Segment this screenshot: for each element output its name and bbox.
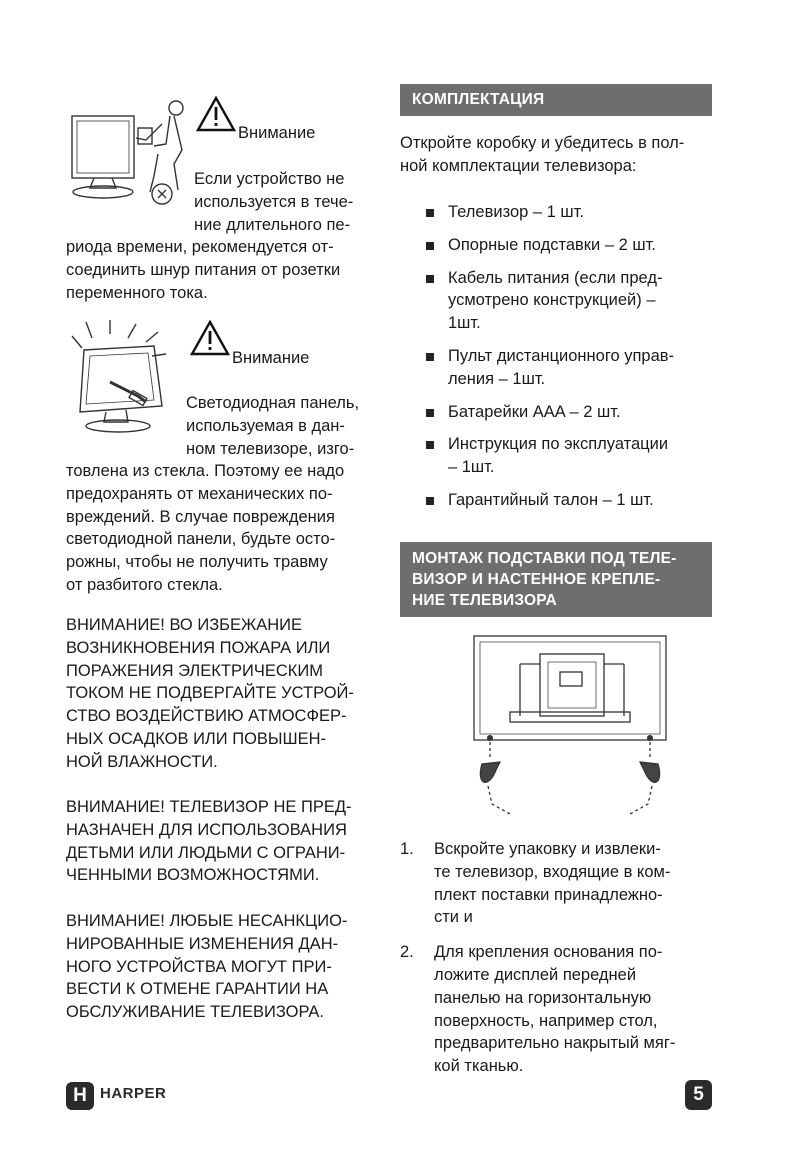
text-line: ЧЕННЫМИ ВОЗМОЖНОСТЯМИ. [66,866,320,885]
section-header-text: НИЕ ТЕЛЕВИЗОРА [412,592,557,609]
page-number: 5 [685,1080,712,1110]
warning2-narrow-text [186,392,378,460]
text-line: НОГО УСТРОЙСТВА МОГУТ ПРИ- [66,957,332,976]
text-line: НОЙ ВЛАЖНОСТИ. [66,752,218,771]
warning1-full-text [66,236,378,304]
modification-warning [66,910,378,1024]
contents-intro [400,132,712,178]
text-line: ВНИМАНИЕ! ЛЮБЫЕ НЕСАНКЦИО- [66,912,348,930]
tv-unplug-illustration [66,94,194,214]
warning-triangle-icon [190,320,230,356]
text-line: НИРОВАННЫЕ ИЗМЕНЕНИЯ ДАН- [66,934,339,953]
mounting-steps [400,838,712,1078]
bullet-square-icon [426,209,434,217]
text-line: рожны, чтобы не получить травму [66,553,328,572]
text-line: СТВО ВОЗДЕЙСТВИЮ АТМОСФЕР- [66,707,347,726]
fire-shock-warning [66,614,378,774]
warning1-narrow-text [194,168,378,236]
text-line: светодиодной панели, будьте осто- [66,530,336,549]
bullet-square-icon [426,353,434,361]
text-line: ВОЗНИКНОВЕНИЯ ПОЖАРА ИЛИ [66,638,331,657]
text-line: ВНИМАНИЕ! ВО ИЗБЕЖАНИЕ [66,616,303,634]
text-line: ние длительного пе- [194,215,351,234]
contents-list [426,201,712,512]
step-number: 2. [400,943,414,962]
section-header-contents [400,84,712,116]
text-line: ТОКОМ НЕ ПОДВЕРГАЙТЕ УСТРОЙ- [66,684,354,703]
list-item: Кабель питания (если пред- усмотрено конструкцией) – 1шт. [426,267,712,335]
tv-impact-illustration [66,318,182,434]
text-line: НАЗНАЧЕН ДЛЯ ИСПОЛЬЗОВАНИЯ [66,820,347,839]
bullet-square-icon [426,497,434,505]
list-item: Опорные подставки – 2 шт. [426,234,712,257]
bullet-square-icon [426,409,434,417]
text-line: Если устройство не [194,170,345,188]
text-line: товлена из стекла. Поэтому ее надо [66,462,345,480]
section-header-text: КОМПЛЕКТАЦИЯ [412,91,545,108]
text-line: Светодиодная панель, [186,394,360,412]
text-line: ВНИМАНИЕ! ТЕЛЕВИЗОР НЕ ПРЕД- [66,798,352,816]
list-item: Пульт дистанционного управ- ления – 1шт. [426,345,712,391]
warning-title: Внимание [232,349,310,367]
children-warning [66,796,378,887]
list-item: Телевизор – 1 шт. [426,201,712,224]
list-item: 2. Для крепления основания по- ложите дисплей передней панелью на горизонтальную поверхность, например стол, предварительно накрытый мяг- кой тканью. [400,943,676,1076]
text-line: ДЕТЬМИ ИЛИ ЛЮДЬМИ С ОГРАНИ- [66,843,346,862]
warning-title: Внимание [238,124,316,142]
text-line: вреждений. В случае повреждения [66,507,335,526]
list-item: Инструкция по эксплуатации – 1шт. [426,433,712,479]
section-header-stand-mounting [400,542,712,617]
text-line: от разбитого стекла. [66,575,223,594]
text-line: ном телевизоре, изго- [186,439,355,458]
bullet-square-icon [426,242,434,250]
warning2-full-text [66,460,378,597]
text-line: соединить шнур питания от розетки [66,260,341,279]
text-line: Откройте коробку и убедитесь в пол- [400,134,685,152]
warning-triangle-icon [196,96,236,132]
text-line: риода времени, рекомендуется от- [66,238,334,256]
text-line: НЫХ ОСАДКОВ ИЛИ ПОВЫШЕН- [66,729,327,748]
list-item: Батарейки AAA – 2 шт. [426,401,712,424]
text-line: предохранять от механических по- [66,484,333,503]
bullet-square-icon [426,275,434,283]
text-line: переменного тока. [66,283,208,302]
text-line: ной комплектации телевизора: [400,156,637,175]
text-line: используется в тече- [194,192,354,211]
brand-logo-icon: H [66,1082,94,1110]
text-line: используемая в дан- [186,416,345,435]
step-number: 1. [400,840,414,858]
list-item: 1. Вскройте упаковку и извлеки- те телевизор, входящие в ком- плект поставки принадлежно- сти и [400,840,671,927]
tv-stand-assembly-illustration [470,634,670,822]
section-header-text: МОНТАЖ ПОДСТАВКИ ПОД ТЕЛЕ- [412,550,677,567]
brand-name: HARPER [100,1085,167,1102]
section-header-text: ВИЗОР И НАСТЕННОЕ КРЕПЛЕ- [412,571,661,588]
bullet-square-icon [426,441,434,449]
text-line: ОБСЛУЖИВАНИЕ ТЕЛЕВИЗОРА. [66,1003,324,1022]
text-line: ПОРАЖЕНИЯ ЭЛЕКТРИЧЕСКИМ [66,661,323,680]
list-item: Гарантийный талон – 1 шт. [426,489,712,512]
text-line: ВЕСТИ К ОТМЕНЕ ГАРАНТИИ НА [66,980,329,999]
